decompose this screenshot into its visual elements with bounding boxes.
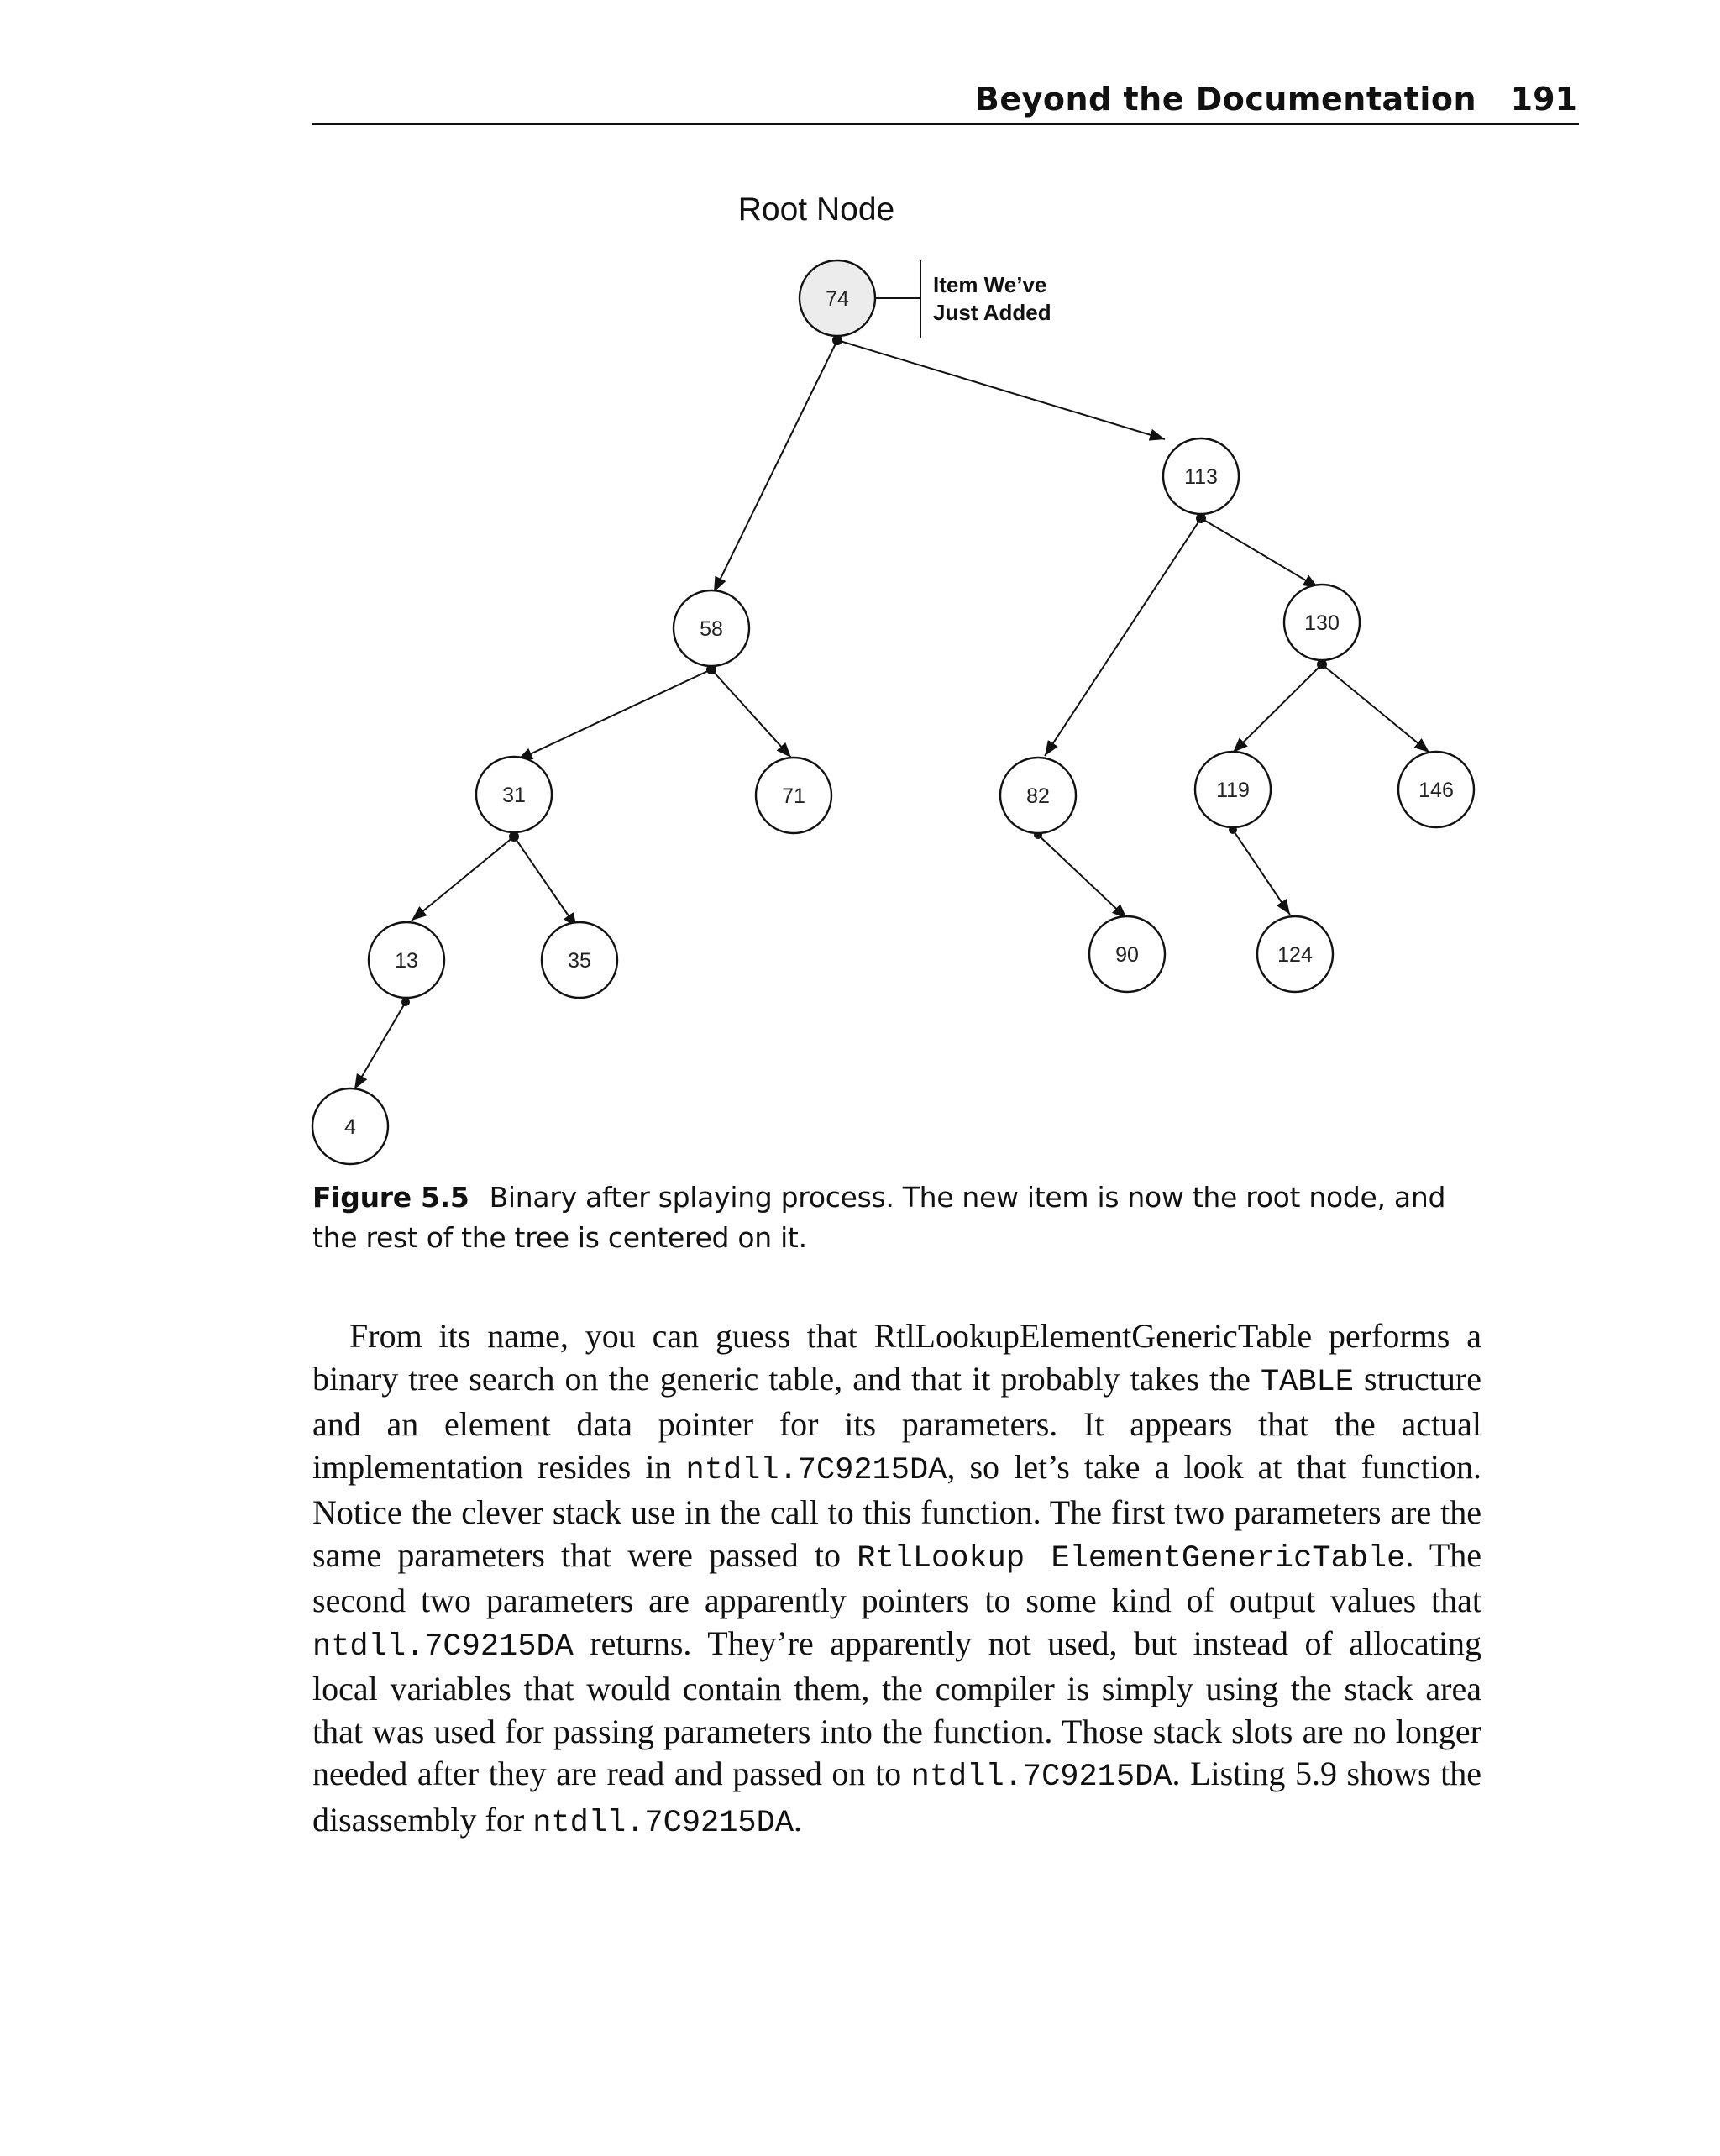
edge-31-35 bbox=[514, 837, 577, 928]
tree-node bbox=[1000, 758, 1076, 833]
tree-node bbox=[800, 260, 875, 336]
edge-82-90 bbox=[1038, 835, 1127, 919]
running-header-title: Beyond the Documentation bbox=[974, 81, 1476, 118]
node-label: 90 bbox=[1115, 943, 1139, 967]
tree-node bbox=[1089, 916, 1165, 992]
text-run: . Listing 5.9 shows the disassembly for bbox=[312, 1755, 1481, 1839]
edge-130-146 bbox=[1322, 664, 1429, 753]
code-function-address: ntdll.7C9215DA bbox=[910, 1760, 1172, 1795]
edge-130-119 bbox=[1233, 664, 1322, 753]
node-label: 74 bbox=[826, 287, 849, 311]
body-paragraph bbox=[312, 1315, 1481, 1844]
node-label: 130 bbox=[1304, 611, 1340, 635]
edge-13-4 bbox=[354, 1002, 406, 1089]
tree-node bbox=[674, 590, 749, 666]
tree-node bbox=[1398, 752, 1474, 827]
node-label: 113 bbox=[1184, 465, 1218, 489]
node-label: 124 bbox=[1277, 943, 1313, 967]
caption-text: Binary after splaying process. The new item is now the root node, and the rest of the tree is centered on it. bbox=[312, 1181, 1446, 1254]
node-label: 146 bbox=[1418, 779, 1454, 802]
code-function-address: ntdll.7C9215DA bbox=[532, 1805, 794, 1841]
tree-node bbox=[542, 922, 617, 998]
node-label: 119 bbox=[1216, 779, 1250, 802]
tree-node bbox=[1257, 916, 1333, 992]
node-label: 58 bbox=[700, 617, 723, 641]
tree-node bbox=[1163, 438, 1239, 514]
edge-113-130 bbox=[1201, 518, 1319, 588]
node-label: 35 bbox=[568, 949, 591, 973]
edge-origin-dot bbox=[401, 998, 410, 1006]
tree-node bbox=[1195, 752, 1271, 827]
text-run: . bbox=[794, 1800, 803, 1839]
tree-node bbox=[1284, 585, 1360, 660]
page-number: 191 bbox=[1510, 81, 1577, 118]
node-label: 82 bbox=[1026, 784, 1050, 808]
edge-31-13 bbox=[412, 837, 514, 921]
text-run: structure and an element data pointer for its parameters. It appears that the actual implementation resides in bbox=[312, 1359, 1481, 1486]
edge-74-58 bbox=[714, 340, 837, 592]
annotation-line-1: Item We’ve bbox=[933, 272, 1047, 297]
figure-label: Figure 5.5 bbox=[312, 1181, 469, 1214]
edge-origin-dots bbox=[401, 335, 1327, 1006]
edge-113-82 bbox=[1045, 518, 1201, 756]
tree-node bbox=[756, 758, 831, 833]
root-node-label: Root Node bbox=[737, 191, 895, 228]
tree-node bbox=[476, 757, 552, 832]
code-function-address: ntdll.7C9215DA bbox=[312, 1629, 574, 1665]
code-function-address: ntdll.7C9215DA bbox=[685, 1452, 947, 1488]
edge-119-124 bbox=[1233, 830, 1290, 915]
edge-58-71 bbox=[711, 669, 791, 758]
tree-node bbox=[369, 922, 444, 998]
annotation-line-2: Just Added bbox=[933, 300, 1051, 325]
code-table: TABLE bbox=[1260, 1364, 1354, 1400]
tree-node bbox=[312, 1088, 388, 1164]
edge-74-113 bbox=[837, 340, 1165, 439]
node-label: 71 bbox=[782, 784, 805, 808]
text-run: , so let’s take a look at that function. Notice the clever stack use in the call to this function. The first two parameters are the same parameters that were passed to bbox=[312, 1447, 1481, 1574]
paragraph bbox=[312, 1315, 1481, 1844]
code-function-name: RtlLookup ElementGenericTable bbox=[857, 1540, 1406, 1576]
figure-caption bbox=[312, 1178, 1488, 1258]
edge-58-31 bbox=[517, 669, 711, 760]
text-run: . The second two parameters are apparently pointers to some kind of output values that bbox=[312, 1535, 1481, 1619]
node-label: 4 bbox=[344, 1115, 356, 1139]
node-label: 13 bbox=[395, 949, 418, 973]
text-run: From its name, you can guess that RtlLookupElementGenericTable performs a binary tree search on the generic table, and that it probably takes the bbox=[312, 1317, 1481, 1398]
text-run: returns. They’re apparently not used, but instead of allocating local variables that would contain them, the compiler is simply using the stack area that was used for passing parameters into the function. Those stack slots are no longer needed after they are read and passed on to bbox=[312, 1624, 1481, 1792]
node-label: 31 bbox=[502, 784, 526, 807]
